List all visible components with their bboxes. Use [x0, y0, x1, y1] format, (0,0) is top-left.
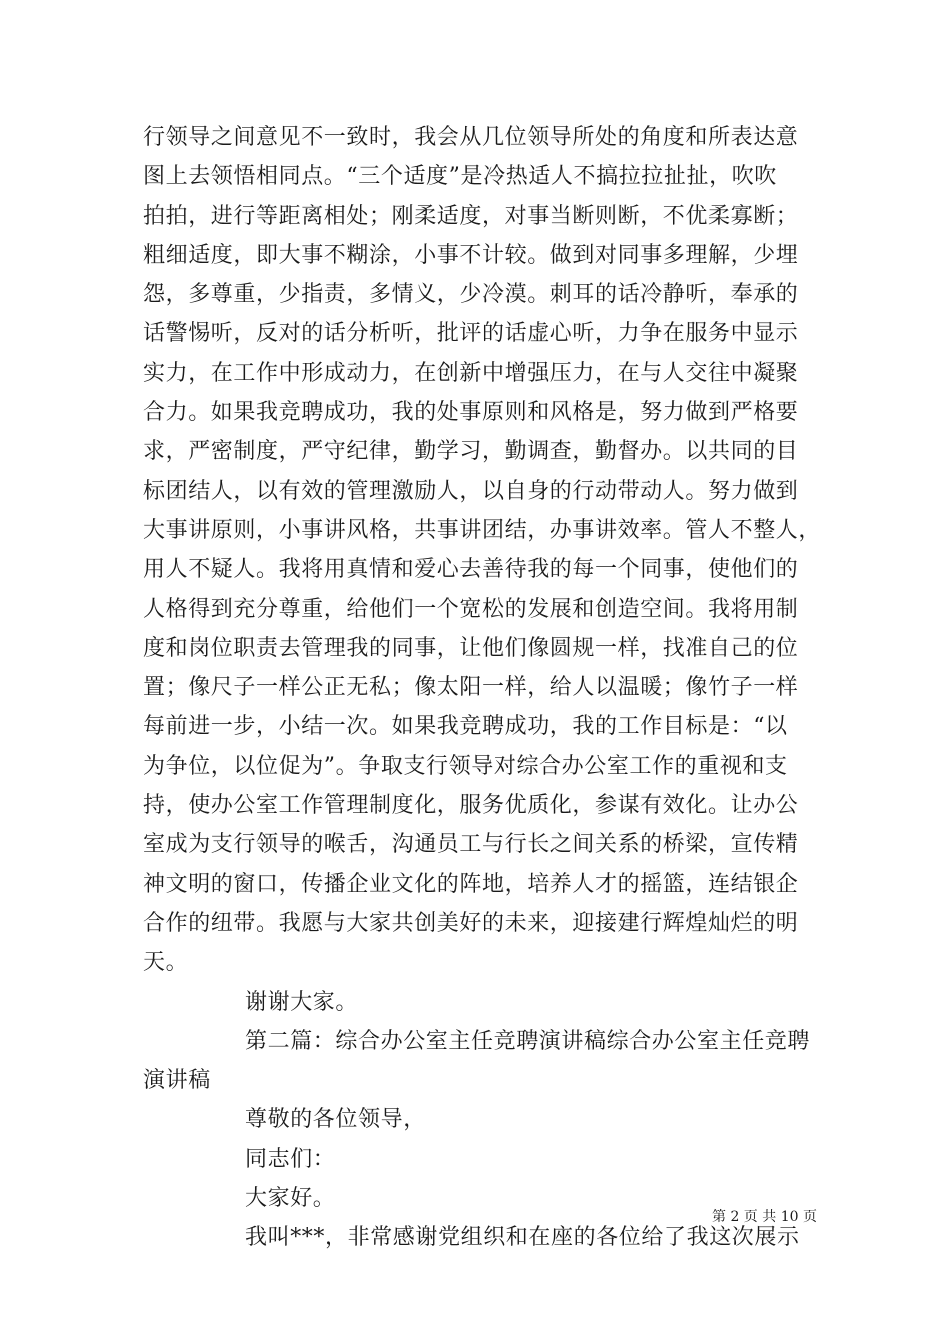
- text-line: 度和岗位职责去管理我的同事，让他们像圆规一样，找准自己的位: [143, 635, 799, 661]
- text-line: 谢谢大家。: [245, 989, 359, 1015]
- text-line: 话警惕听，反对的话分析听，批评的话虚心听，力争在服务中显示: [143, 321, 799, 347]
- text-line: 大家好。: [245, 1186, 336, 1212]
- body-text: [143, 118, 823, 1258]
- text-line: 演讲稿: [143, 1068, 211, 1094]
- text-line: 拍拍，进行等距离相处；刚柔适度，对事当断则断，不优柔寡断；: [143, 203, 799, 229]
- text-line: 第二篇：综合办公室主任竞聘演讲稿综合办公室主任竞聘: [245, 1028, 811, 1054]
- text-line: 大事讲原则，小事讲风格，共事讲团结，办事讲效率。管人不整人，: [143, 517, 822, 543]
- text-line: 我叫***，非常感谢党组织和在座的各位给了我这次展示: [245, 1225, 800, 1251]
- text-line: 室成为支行领导的喉舌，沟通员工与行长之间关系的桥梁，宣传精: [143, 832, 799, 858]
- text-line: 合作的纽带。我愿与大家共创美好的未来，迎接建行辉煌灿烂的明: [143, 910, 799, 936]
- text-line: 行领导之间意见不一致时，我会从几位领导所处的角度和所表达意: [143, 125, 799, 150]
- text-line: 怨，多尊重，少指责，多情义，少冷漠。刺耳的话冷静听，奉承的: [143, 282, 799, 308]
- text-line: 实力，在工作中形成动力，在创新中增强压力，在与人交往中凝聚: [143, 360, 799, 386]
- text-line: 尊敬的各位领导，: [245, 1107, 426, 1133]
- text-line: 人格得到充分尊重，给他们一个宽松的发展和创造空间。我将用制: [143, 596, 799, 622]
- text-line: 合力。如果我竞聘成功，我的处事原则和风格是，努力做到严格要: [143, 400, 799, 426]
- text-line: 图上去领悟相同点。“三个适度”是冷热适人不搞拉拉扯扯，吹吹: [143, 164, 777, 190]
- text-line: 求，严密制度，严守纪律，勤学习，勤调查，勤督办。以共同的目: [143, 439, 799, 465]
- text-line: 标团结人，以有效的管理激励人，以自身的行动带动人。努力做到: [143, 478, 799, 504]
- text-line: 神文明的窗口，传播企业文化的阵地，培养人才的摇篮，连结银企: [143, 871, 799, 897]
- text-line: 持，使办公室工作管理制度化，服务优质化，参谋有效化。让办公: [143, 793, 799, 819]
- text-line: 天。: [143, 950, 189, 976]
- text-line: 每前进一步，小结一次。如果我竞聘成功，我的工作目标是：“以: [143, 714, 788, 740]
- text-line: 置；像尺子一样公正无私；像太阳一样，给人以温暖；像竹子一样: [143, 675, 799, 701]
- text-line: 同志们：: [245, 1146, 336, 1172]
- page-number: 第 2 页 共 10 页: [712, 1209, 817, 1225]
- text-line: 粗细适度，即大事不糊涂，小事不计较。做到对同事多理解，少埋: [143, 242, 799, 268]
- text-line: 为争位，以位促为”。争取支行领导对综合办公室工作的重视和支: [143, 753, 788, 779]
- text-line: 用人不疑人。我将用真情和爱心去善待我的每一个同事，使他们的: [143, 557, 799, 583]
